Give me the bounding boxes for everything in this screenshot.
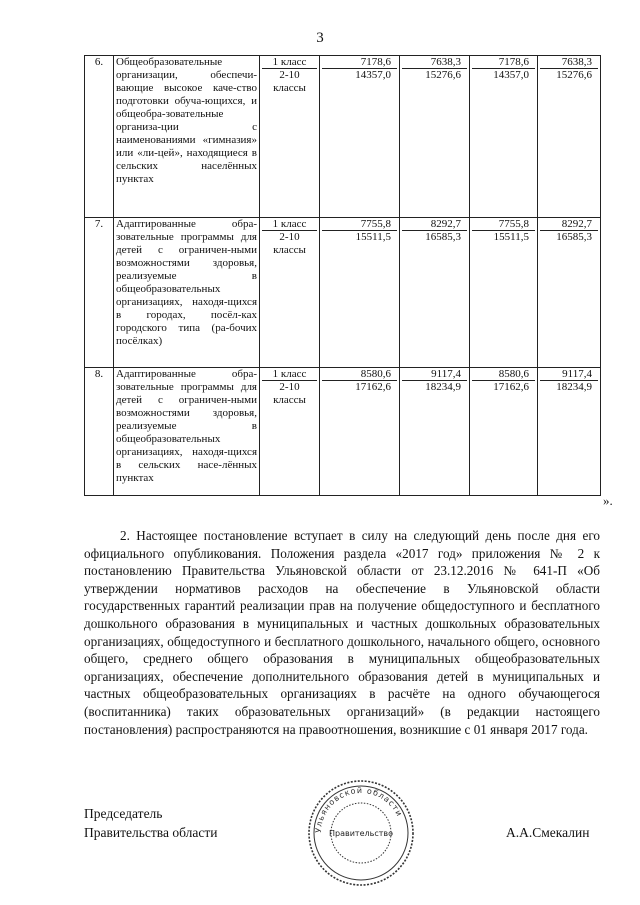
norm-value-cell — [400, 368, 470, 496]
class-label-first: 1 класс — [262, 218, 317, 231]
norm-value-class1: 9117,4 — [540, 368, 598, 381]
norms-table — [84, 55, 601, 496]
norm-value-cell — [538, 368, 601, 496]
norm-value-cell — [470, 56, 538, 218]
norm-value-class1: 7638,3 — [402, 56, 467, 69]
norm-value-class1: 7755,8 — [472, 218, 535, 231]
norm-value-cell — [470, 368, 538, 496]
table-row — [85, 368, 601, 496]
class-cell — [260, 368, 320, 496]
norm-value-class2-10: 16585,3 — [425, 231, 461, 243]
norm-value-class2-10: 17162,6 — [493, 381, 529, 393]
norm-value-cell — [400, 218, 470, 368]
row-number: 7. — [85, 218, 114, 368]
norm-value-class1: 8580,6 — [322, 368, 397, 381]
body-paragraph: 2. Настоящее постановление вступает в силу на следующий день после дня его официального опубликования. Положения раздела «2017 год» приложения № 2 к постановлению Правительства Ульяновской области от 23.12.2016 № 641-П «Об утверждении нормативов расходов на обеспечение в Ульяновской области государственных гарантий реализации прав на получение общедоступного и бесплатного дошкольного образования в муниципальных и частных дошкольных образовательных организациях, общедоступного и бесплатного дошкольного, начального общего, основного общего, среднего общего образования в муниципальных общеобразовательных организациях, обеспечение дополнительного образования детей в муниципальных и частных общеобразовательных организациях в расчёте на одного обучающегося (воспитанника) таких образовательных организаций» (в редакции настоящего постановления) распространяются на правоотношения, возникшие с 01 января 2017 года. — [84, 528, 600, 737]
norm-value-class2-10: 14357,0 — [493, 69, 529, 81]
norm-value-class2-10: 15511,5 — [493, 231, 529, 243]
norm-value-class2-10: 15276,6 — [425, 69, 461, 81]
norm-value-class1: 7755,8 — [322, 218, 397, 231]
row-number: 6. — [85, 56, 114, 218]
signatory-title-line2: Правительства области — [84, 825, 218, 840]
class-label-rest: 2-10 классы — [273, 69, 306, 94]
norm-value-cell — [400, 56, 470, 218]
organization-type: Адаптированные обра-зовательные программы для детей с ограничен-ными возможностями здоровья, реализуемые в общеобразовательных организациях, находя-щихся в городах, посёл-ках городского типа (ра-бочих посёлках) — [114, 218, 260, 368]
organization-type: Адаптированные обра-зовательные программы для детей с ограничен-ными возможностями здоровья, реализуемые в общеобразовательных организациях, находя-щихся в сельских насе-лённых пунктах — [114, 368, 260, 496]
norm-value-class1: 7178,6 — [322, 56, 397, 69]
norm-value-cell — [320, 218, 400, 368]
table-row — [85, 56, 601, 218]
signatory-title-line1: Председатель — [84, 806, 163, 821]
norm-value-class2-10: 16585,3 — [556, 231, 592, 243]
class-cell — [260, 56, 320, 218]
page-number: 3 — [316, 30, 324, 46]
norm-value-class1: 8292,7 — [540, 218, 598, 231]
norm-value-class2-10: 14357,0 — [355, 69, 391, 81]
norm-value-class2-10: 15276,6 — [556, 69, 592, 81]
organization-type: Общеобразовательные организации, обеспечи-вающие высокое каче-ство подготовки обуча-ющихся, и общеобра-зовательные организа-ции с наименованиями «гимназия» или «ли-цей», находящиеся в сельских населённых пунктах — [114, 56, 260, 218]
table-row — [85, 218, 601, 368]
norm-value-cell — [538, 218, 601, 368]
norm-value-cell — [538, 56, 601, 218]
norm-value-cell — [320, 368, 400, 496]
norm-value-class1: 7178,6 — [472, 56, 535, 69]
norm-value-class1: 7638,3 — [540, 56, 598, 69]
closing-quote-mark: ». — [603, 493, 613, 508]
norm-value-class1: 8580,6 — [472, 368, 535, 381]
norm-value-class1: 9117,4 — [402, 368, 467, 381]
norm-value-cell — [470, 218, 538, 368]
norm-value-class2-10: 18234,9 — [556, 381, 592, 393]
class-label-rest: 2-10 классы — [273, 381, 306, 406]
official-seal — [306, 778, 416, 888]
norm-value-class2-10: 18234,9 — [425, 381, 461, 393]
norm-value-class2-10: 15511,5 — [355, 231, 391, 243]
norm-value-cell — [320, 56, 400, 218]
seal-center-text: Правительство — [329, 829, 393, 838]
signatory-name: А.А.Смекалин — [506, 825, 590, 840]
seal-ring-text: Ульяновской области — [313, 785, 405, 834]
class-label-first: 1 класс — [262, 368, 317, 381]
norm-value-class1: 8292,7 — [402, 218, 467, 231]
class-label-rest: 2-10 классы — [273, 231, 306, 256]
row-number: 8. — [85, 368, 114, 496]
class-cell — [260, 218, 320, 368]
class-label-first: 1 класс — [262, 56, 317, 69]
norm-value-class2-10: 17162,6 — [355, 381, 391, 393]
